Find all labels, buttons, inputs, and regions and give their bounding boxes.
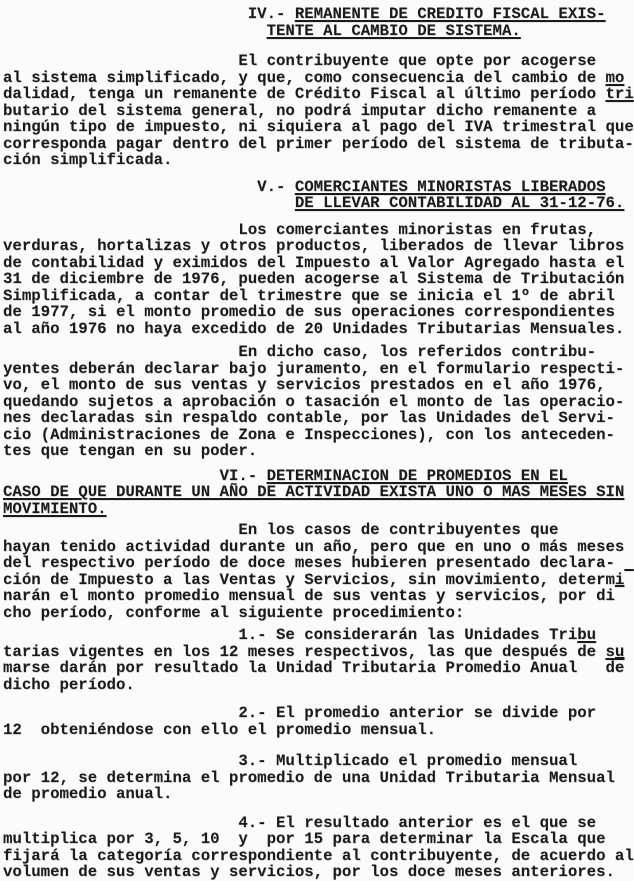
- text-line: [3, 394, 630, 411]
- text-segment: vo, el monto de sus ventas y servicios prestados en el año 1976,: [3, 376, 606, 394]
- text-line: [3, 255, 630, 272]
- text-line: [3, 705, 630, 722]
- text-segment: ningún tipo de impuesto, ni siquiera al pago del IVA trimestral que: [3, 118, 634, 136]
- continuation-marked-text: MOVIMIENTO.: [3, 499, 107, 518]
- text-line: [3, 134, 634, 153]
- text-line: [3, 195, 630, 212]
- text-line: [3, 468, 630, 485]
- text-segment: quedando sujetos a aprobación o tasación el monto de las operacio-: [3, 392, 625, 411]
- section-v-paragraph-1: [3, 222, 630, 338]
- text-line: [3, 501, 630, 518]
- text-line: [3, 605, 630, 622]
- text-segment: narán el monto promedio mensual de sus ventas y servicios, por di: [3, 587, 615, 605]
- text-segment: yentes deberán declarar bajo juramento, en el formulario respecti-: [3, 359, 625, 378]
- text-segment: de promedio anual.: [3, 785, 173, 803]
- text-line: [3, 522, 630, 539]
- text-line: [3, 846, 634, 865]
- text-segment: 4.- El resultado anterior es el que se: [3, 813, 597, 832]
- section-v-paragraph-2: [3, 344, 630, 460]
- continuation-marked-text: REMANENTE DE CREDITO FISCAL EXIS-: [294, 5, 606, 23]
- text-segment: al sistema simplificado, y que, como consecuencia del cambio de: [3, 68, 606, 87]
- text-line: [3, 555, 630, 572]
- text-line: [3, 722, 630, 739]
- text-segment: volumen de sus ventas y servicios, por los doce meses anteriores.: [3, 863, 615, 881]
- text-segment: verduras, hortalizas y otros productos, liberados de llevar libros: [3, 237, 625, 255]
- continuation-marked-text: COMERCIANTES MINORISTAS LIBERADOS: [294, 177, 606, 196]
- text-line: [3, 361, 630, 378]
- text-line: [3, 344, 630, 361]
- text-line: [3, 152, 630, 169]
- continuation-marked-text: [624, 571, 633, 589]
- text-line: [3, 70, 630, 87]
- text-line: [3, 677, 630, 694]
- continuation-marked-text: bu: [577, 626, 597, 644]
- text-line: [3, 288, 630, 305]
- text-segment: al año 1976 no haya excedido de 20 Unidades Tributarias Mensuales.: [3, 319, 625, 338]
- text-segment: 1.- Se considerarán las Unidades Tri: [3, 626, 578, 644]
- procedure-item-4: [3, 813, 634, 881]
- text-segment: [3, 22, 267, 40]
- procedure-item-2: [3, 705, 630, 738]
- text-segment: dicho período.: [3, 675, 135, 694]
- text-segment: del respectivo período de doce meses hubieren presentado declara-: [3, 554, 615, 572]
- procedure-item-3: [3, 753, 630, 803]
- text-segment: 2.- El promedio anterior se divide por: [3, 704, 597, 722]
- text-line: [3, 588, 630, 605]
- text-line: [3, 815, 630, 832]
- text-segment: hayan tenido actividad durante un año, pero que en uno o más meses: [3, 537, 625, 556]
- text-line: [3, 118, 634, 136]
- section-v-heading: [3, 179, 630, 212]
- text-line: [3, 103, 630, 120]
- text-segment: [3, 194, 295, 212]
- text-line: [3, 53, 630, 70]
- text-segment: 3.- Multiplicado el promedio mensual: [3, 752, 578, 770]
- text-line: [3, 23, 630, 40]
- text-line: [3, 753, 630, 770]
- text-segment: tes que tengan en su poder.: [3, 442, 258, 460]
- text-segment: V.-: [3, 177, 295, 196]
- text-line: [3, 271, 630, 288]
- continuation-marked-text: TENTE AL CAMBIO DE SISTEMA.: [266, 21, 521, 40]
- continuation-marked-text: CASO DE QUE DURANTE UN AÑO DE ACTIVIDAD EXISTA UNO O MAS MESES SIN: [3, 483, 625, 501]
- text-segment: ción simplificada.: [3, 151, 173, 169]
- section-vi-heading: [3, 468, 630, 518]
- text-segment: Los comerciantes minoristas en frutas,: [3, 220, 597, 239]
- text-line: [3, 443, 630, 460]
- continuation-marked-text: su: [605, 642, 625, 661]
- text-line: [3, 644, 630, 661]
- text-segment: de 1977, si el monto promedio de sus operaciones correspondientes: [3, 303, 615, 321]
- text-segment: 31 de diciembre de 1976, pueden acogerse al Sistema de Tributación: [3, 270, 625, 288]
- text-line: [3, 377, 630, 394]
- text-line: [3, 660, 630, 677]
- text-line: [3, 222, 630, 239]
- text-line: [3, 238, 630, 255]
- text-line: [3, 864, 630, 881]
- section-iv-heading: [3, 6, 630, 39]
- text-segment: ción de Impuesto a las Ventas y Servicios, sin movimiento, determi: [3, 570, 625, 589]
- text-segment: fijará la categoría correspondiente al contribuyente, de acuerdo al: [3, 846, 634, 865]
- text-line: [3, 85, 634, 103]
- section-vi-paragraph: [3, 522, 630, 621]
- text-segment: IV.-: [3, 5, 295, 23]
- text-segment: nes declaradas sin respaldo contable, por las Unidades del Servi-: [3, 409, 615, 427]
- text-line: [3, 484, 630, 501]
- text-line: [3, 179, 630, 196]
- text-segment: VI.-: [3, 466, 267, 485]
- text-line: [3, 427, 630, 444]
- text-line: [3, 539, 630, 556]
- text-segment: Simplificada, a contar del trimestre que se inicia el 1º de abril: [3, 286, 615, 305]
- continuation-marked-text: tri: [605, 85, 634, 103]
- text-line: [3, 6, 630, 23]
- text-segment: multiplica por 3, 5, 10 y por 15 para determinar la Escala que: [3, 830, 606, 848]
- text-segment: marse darán por resultado la Unidad Tributaria Promedio Anual d: [3, 659, 615, 677]
- text-line: [3, 831, 630, 848]
- text-segment: En los casos de contribuyentes que: [3, 521, 559, 539]
- continuation-marked-text: [615, 587, 624, 605]
- continuation-marked-text: $\overline{e}$: [614, 659, 625, 677]
- text-segment: 12 obteniéndose con ello el promedio mensual.: [3, 720, 437, 739]
- text-segment: El contribuyente que opte por acogerse: [3, 52, 597, 70]
- text-line: [3, 770, 630, 787]
- text-line: [3, 572, 630, 589]
- text-segment: tarias vigentes en los 12 meses respectivos, las que después de: [3, 642, 606, 661]
- text-segment: de contabilidad y eximidos del Impuesto al Valor Agregado hasta el: [3, 253, 625, 272]
- text-segment: En dicho caso, los referidos contribu-: [3, 343, 597, 361]
- text-segment: por 12, se determina el promedio de una Unidad Tributaria Mensual: [3, 768, 615, 787]
- continuation-marked-text: DETERMINACION DE PROMEDIOS EN EL: [266, 466, 568, 485]
- procedure-item-1: [3, 627, 630, 693]
- text-line: [3, 321, 630, 338]
- continuation-marked-text: mo: [605, 68, 625, 87]
- text-segment: corresponda pagar dentro del primer período del sistema de tributa-: [3, 134, 634, 153]
- text-line: [3, 410, 630, 427]
- text-segment: dalidad, tenga un remanente de Crédito Fiscal al último período: [3, 85, 606, 103]
- text-segment: butario del sistema general, no podrá imputar dicho remanente a: [3, 101, 597, 120]
- text-line: [3, 786, 630, 803]
- text-line: [3, 627, 630, 644]
- continuation-marked-text: DE LLEVAR CONTABILIDAD AL 31-12-76.: [294, 194, 625, 212]
- text-segment: cio (Administraciones de Zona e Inspecciones), con los anteceden-: [3, 425, 615, 444]
- text-segment: cho período, conforme al siguiente procedimiento:: [3, 603, 465, 622]
- text-line: [3, 304, 630, 321]
- section-iv-paragraph: [3, 52, 634, 169]
